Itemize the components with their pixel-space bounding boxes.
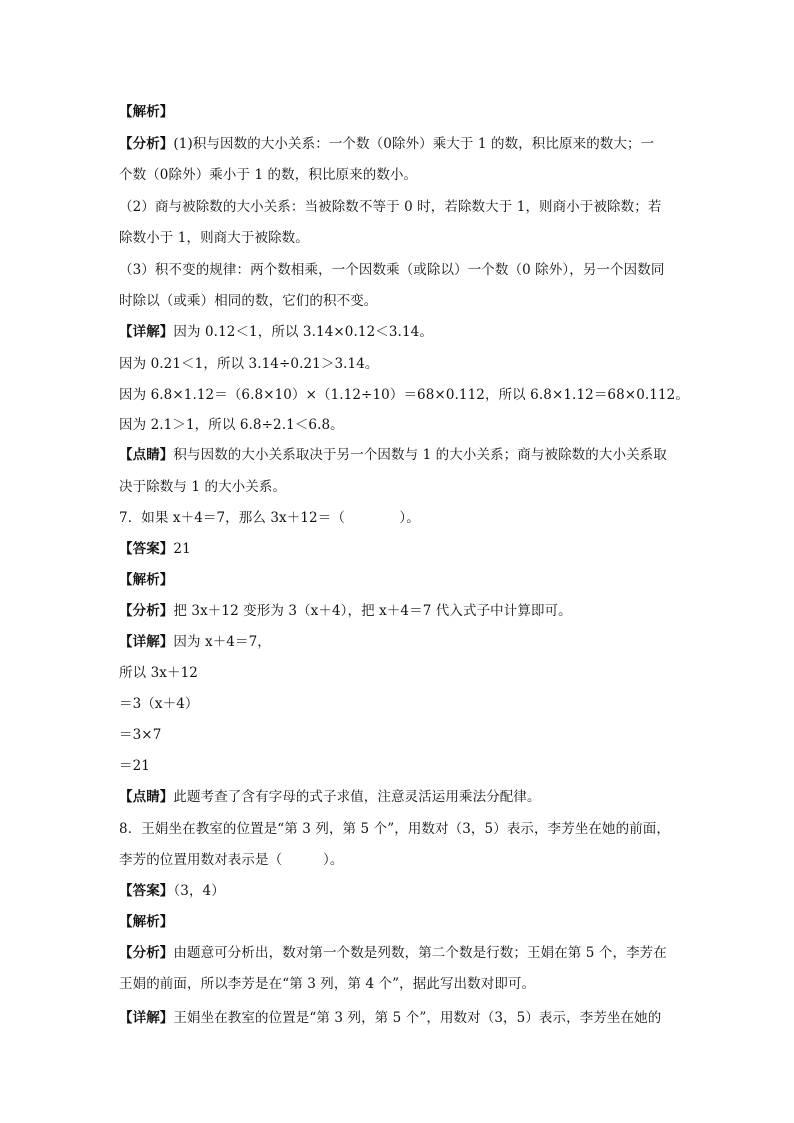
- line-text: 此题考查了含有字母的式子求值，注意灵活运用乘法分配律。: [173, 789, 541, 805]
- question-8: [119, 820, 679, 838]
- text-line: [119, 913, 679, 931]
- text-line: [119, 386, 689, 404]
- section-tag: 【解析】: [119, 104, 174, 120]
- section-tag: 【详解】: [119, 634, 174, 650]
- text-line: [119, 851, 679, 869]
- section-tag: 【解析】: [119, 572, 174, 588]
- text-line: [119, 355, 679, 373]
- text-line: [119, 882, 679, 900]
- line-text: 积与因数的大小关系取决于另一个因数与 1 的大小关系；商与被除数的大小关系取: [173, 447, 667, 463]
- text-line: [119, 975, 679, 993]
- text-line: [119, 602, 679, 620]
- line-text: 因为 6.8×1.12＝（6.8×10）×（1.12÷10）＝68×0.112，所以 6.8×1.12＝68×0.112。: [119, 387, 689, 403]
- line-text: 除数小于 1，则商大于被除数。: [119, 230, 309, 246]
- line-text: ＝21: [119, 758, 150, 774]
- section-tag: 【详解】: [119, 1010, 174, 1026]
- line-text: 把 3x＋12 变形为 3（x＋4），把 x＋4＝7 代入式子中计算即可。: [173, 603, 572, 619]
- text-line: [119, 571, 679, 589]
- text-line: [119, 478, 679, 496]
- line-text: 所以 3x＋12: [119, 665, 198, 681]
- line-text: 个数（0除外）乘小于 1 的数，积比原来的数小。: [119, 167, 418, 183]
- line-text: 由题意可分析出，数对第一个数是列数，第二个数是行数；王娟在第 5 个，李芳在: [173, 945, 667, 961]
- line-text: 7．如果 x＋4＝7，那么 3x＋12＝（ ）。: [119, 510, 420, 526]
- line-text: 因为 0.21＜1，所以 3.14÷0.21＞3.14。: [119, 356, 379, 372]
- text-line: [119, 695, 679, 713]
- section-tag: 【解析】: [119, 914, 174, 930]
- text-line: [119, 135, 679, 153]
- text-line: [119, 540, 679, 558]
- section-tag: 【点睛】: [119, 789, 174, 805]
- line-text: （2）商与被除数的大小关系：当被除数不等于 0 时，若除数大于 1，则商小于被除数；若: [119, 199, 662, 215]
- section-tag: 【答案】: [119, 883, 174, 899]
- line-text: 21: [173, 541, 191, 557]
- text-line: [119, 229, 679, 247]
- text-line: [119, 198, 679, 216]
- line-text: 时除以（或乘）相同的数，它们的积不变。: [119, 293, 378, 309]
- text-line: [119, 261, 679, 279]
- section-tag: 【分析】: [119, 945, 174, 961]
- line-text: ＝3（x＋4）: [119, 696, 199, 712]
- line-text: 因为 2.1＞1，所以 6.8÷2.1＜6.8。: [119, 417, 344, 433]
- line-text: 王娟坐在教室的位置是“第 3 列，第 5 个”，用数对（3，5）表示，李芳坐在她的: [173, 1010, 662, 1026]
- line-text: 王娟的前面，所以李芳是在“第 3 列，第 4 个”，据此写出数对即可。: [119, 976, 536, 992]
- line-text: (1)积与因数的大小关系：一个数（0除外）乘大于 1 的数，积比原来的数大；一: [173, 136, 655, 152]
- section-tag: 【详解】: [119, 324, 174, 340]
- section-tag: 【答案】: [119, 541, 174, 557]
- text-line: [119, 446, 679, 464]
- text-line: [119, 944, 679, 962]
- text-line: [119, 726, 679, 744]
- text-line: [119, 664, 679, 682]
- line-text: （3，4）: [173, 883, 225, 899]
- line-text: 李芳的位置用数对表示是（ ）。: [119, 852, 344, 868]
- text-line: [119, 166, 679, 184]
- section-tag: 【分析】: [119, 603, 174, 619]
- question-7: [119, 509, 679, 527]
- text-line: [119, 757, 679, 775]
- section-tag: 【分析】: [119, 136, 174, 152]
- line-text: （3）积不变的规律：两个数相乘，一个因数乘（或除以）一个数（0 除外），另一个因数同: [119, 262, 665, 278]
- text-line: [119, 788, 679, 806]
- line-text: 决于除数与 1 的大小关系。: [119, 479, 287, 495]
- line-text: 因为 x＋4＝7，: [173, 634, 271, 650]
- section-tag: 【点睛】: [119, 447, 174, 463]
- text-line: [119, 633, 679, 651]
- line-text: ＝3×7: [119, 727, 162, 743]
- text-line: [119, 416, 679, 434]
- line-text: 因为 0.12＜1，所以 3.14×0.12＜3.14。: [173, 324, 433, 340]
- text-line: [119, 103, 679, 121]
- line-text: 8．王娟坐在教室的位置是“第 3 列，第 5 个”，用数对（3，5）表示，李芳坐在她的前面，: [119, 821, 671, 837]
- text-line: [119, 292, 679, 310]
- text-line: [119, 323, 679, 341]
- text-line: [119, 1009, 679, 1027]
